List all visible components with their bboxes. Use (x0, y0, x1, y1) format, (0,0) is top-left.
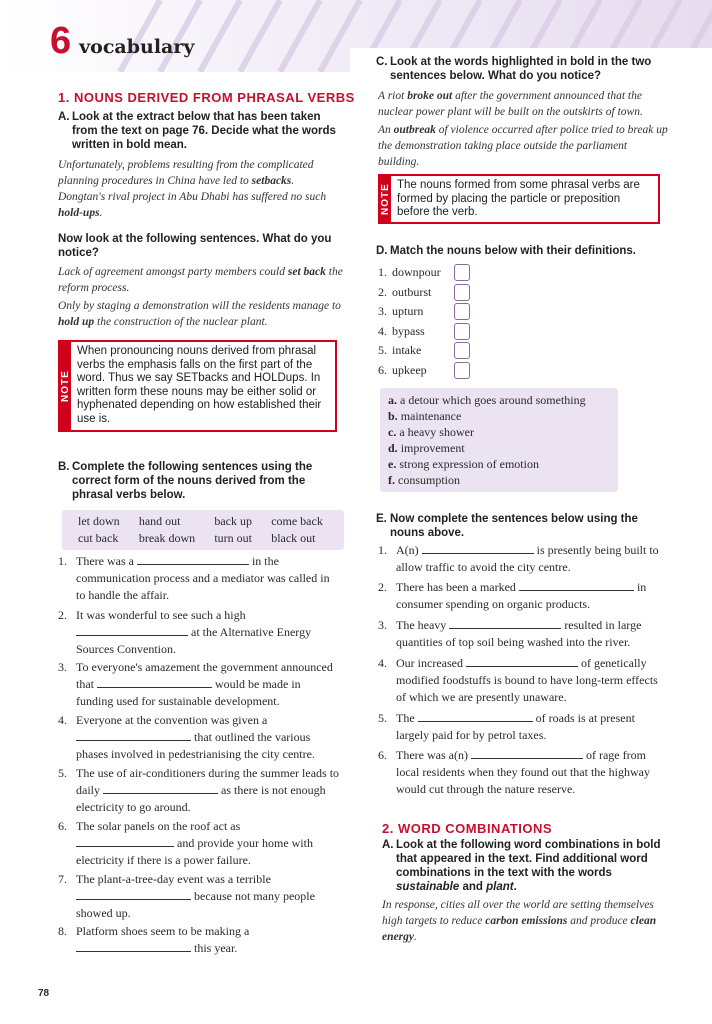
item-e6: 6. There was a(n) of rage from local residents when they found out that the highway would cut through the nature reserve. (378, 748, 650, 796)
answer-box[interactable] (454, 264, 470, 281)
item-b3: 3. To everyone's amazement the government announced that would be made in funding used for sustainable development. (58, 660, 333, 708)
answer-blank[interactable] (76, 940, 191, 952)
word-box-item: turn out (214, 531, 253, 545)
answer-box[interactable] (454, 284, 470, 301)
example-broke-out: A riot broke out after the government announced that the nuclear power plant will be built on the outskirts of town. (378, 90, 643, 118)
item-e5: 5. The of roads is at present largely paid for by petrol taxes. (378, 711, 635, 742)
definition-item: a. a detour which goes around something (388, 393, 586, 407)
section1-heading: 1. NOUNS DERIVED FROM PHRASAL VERBS (58, 90, 355, 105)
word-box-item: come back (271, 514, 323, 528)
definition-item: f. consumption (388, 473, 460, 487)
answer-blank[interactable] (519, 579, 634, 591)
page-number: 78 (38, 988, 50, 999)
task-a-text: Look at the extract below that has been taken from the text on page 76. Decide what the words written in bold mean. (72, 111, 336, 151)
note-tag: NOTE (60, 342, 71, 430)
example-set-back: Lack of agreement amongst party members could set back the reform process. (58, 266, 343, 294)
answer-blank[interactable] (103, 782, 218, 794)
word-box-item: let down (78, 514, 120, 528)
match-item: 4. bypass (378, 322, 470, 342)
note-tag: NOTE (380, 176, 391, 222)
note-text: The nouns formed from some phrasal verbs are formed by placing the particle or preposition before the verb. (397, 179, 640, 218)
task-a (58, 110, 343, 152)
word-box-item: back up (214, 514, 252, 528)
item-b6: 6. The solar panels on the roof act as and provide your home with electricity if there is a power failure. (58, 819, 313, 867)
match-item: 3. upturn (378, 302, 470, 322)
task-c: C. Look at the words highlighted in bold in the two sentences below. What do you notice? (376, 56, 652, 82)
word-box-item: hand out (138, 514, 181, 528)
definition-item: b. maintenance (388, 409, 462, 423)
answer-box[interactable] (454, 362, 470, 379)
task-a-label: A. (58, 111, 70, 123)
example-hold-up: Only by staging a demonstration will the residents manage to hold up the construction of the nuclear plant. (58, 300, 341, 328)
item-b2: 2. It was wonderful to see such a high at the Alternative Energy Sources Convention. (58, 608, 312, 656)
unit-title-text: vocabulary (79, 36, 195, 58)
word-box-item: break down (138, 531, 196, 545)
item-e2: 2. There has been a marked in consumer spending on organic products. (378, 580, 647, 611)
prompt-notice: Now look at the following sentences. What do you notice? (58, 233, 332, 259)
section2-heading: 2. WORD COMBINATIONS (382, 821, 553, 836)
word-box-item: black out (271, 531, 316, 545)
extract: Unfortunately, problems resulting from the complicated planning procedures in China have led to setbacks. Dongtan's rival project in Abu Dhabi has suffered no such hold-ups. (58, 159, 327, 219)
definition-item: c. a heavy shower (388, 425, 474, 439)
answer-box[interactable] (454, 342, 470, 359)
answer-blank[interactable] (76, 888, 191, 900)
example-outbreak: An outbreak of violence occurred after police tried to break up the demonstration taking place outside the parliament building. (378, 124, 668, 168)
answer-blank[interactable] (76, 729, 191, 741)
answer-blank[interactable] (137, 553, 249, 565)
match-item: 1. downpour (378, 263, 470, 283)
task-2a: A. Look at the following word combinations in bold that appeared in the text. Find additional word combinations in the text with the words sustainable and plant. (382, 839, 661, 893)
answer-blank[interactable] (466, 655, 578, 667)
answer-blank[interactable] (97, 676, 212, 688)
task-b (58, 460, 343, 502)
item-b1: 1. There was a in the communication process and a mediator was called in to handle the affair. (58, 554, 330, 602)
item-e3: 3. The heavy resulted in large quantities of top soil being washed into the river. (378, 618, 642, 649)
definition-item: e. strong expression of emotion (388, 457, 539, 471)
note-pronunciation (58, 340, 337, 432)
unit-title (50, 22, 194, 60)
item-b4: 4. Everyone at the convention was given a that outlined the various phases involved in pedestrianising the city centre. (58, 713, 315, 761)
note-particle (378, 174, 660, 224)
definitions-box (380, 388, 618, 492)
answer-blank[interactable] (76, 624, 188, 636)
match-list (378, 263, 470, 380)
item-b5: 5. The use of air-conditioners during the summer leads to daily as there is not enough electricity to go around. (58, 766, 340, 814)
item-e4: 4. Our increased of genetically modified foodstuffs is bound to have long-term effects of which we are presently unaware. (378, 656, 658, 704)
item-e1: 1. A(n) is presently being built to allow traffic to avoid the city centre. (378, 543, 659, 574)
answer-box[interactable] (454, 303, 470, 320)
word-box-item: cut back (78, 531, 119, 545)
item-b7: 7. The plant-a-tree-day event was a terrible because not many people showed up. (58, 872, 315, 920)
example-carbon: In response, cities all over the world are setting themselves high targets to reduce carbon emissions and produce clean energy. (382, 899, 657, 943)
bold-setbacks: setbacks (251, 175, 292, 187)
answer-box[interactable] (454, 323, 470, 340)
note-text: When pronouncing nouns derived from phrasal verbs the emphasis falls on the first part of the word. Thus we say SETbacks and HOLDups. In written form these nouns may be either solid or hyphenated depending on how established their use is. (77, 345, 322, 425)
answer-blank[interactable] (76, 835, 174, 847)
answer-blank[interactable] (449, 617, 561, 629)
task-d: D. Match the nouns below with their definitions. (376, 245, 636, 257)
task-b-text: Complete the following sentences using the correct form of the nouns derived from the phrasal verbs below. (72, 461, 313, 501)
bold-holdups: hold-ups (58, 207, 100, 219)
task-b-label: B. (58, 461, 70, 473)
item-b8: 8. Platform shoes seem to be making a this year. (58, 924, 250, 955)
answer-blank[interactable] (422, 542, 534, 554)
unit-number: 6 (50, 20, 72, 62)
task-e: E. Now complete the sentences below using the nouns above. (376, 513, 638, 539)
word-box (62, 510, 344, 550)
match-item: 5. intake (378, 341, 470, 361)
match-item: 6. upkeep (378, 361, 470, 381)
answer-blank[interactable] (418, 710, 533, 722)
answer-blank[interactable] (471, 747, 583, 759)
match-item: 2. outburst (378, 283, 470, 303)
definition-item: d. improvement (388, 441, 465, 455)
